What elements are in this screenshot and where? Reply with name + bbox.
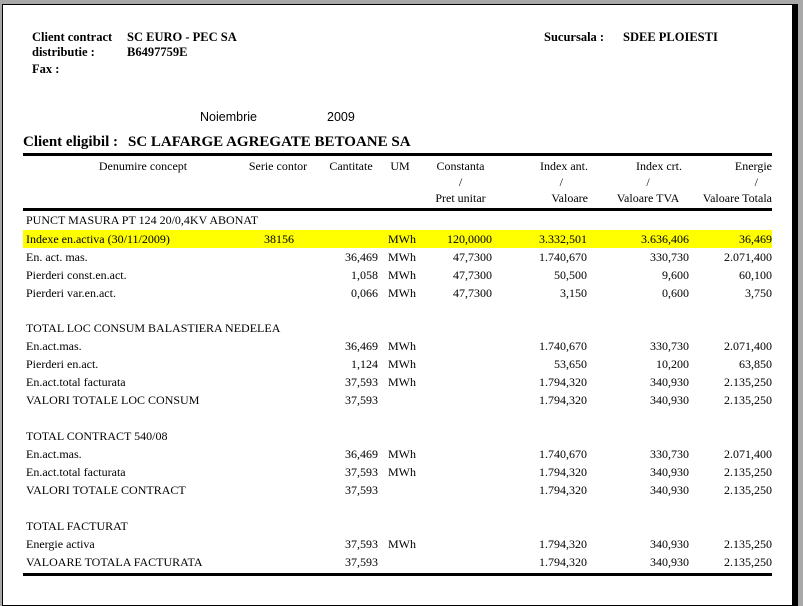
- sucursala-label: Sucursala :: [544, 30, 605, 44]
- cell-en: 2.135,250: [724, 483, 772, 497]
- cell-qty: 37,593: [345, 555, 378, 569]
- cell-en: 2.071,400: [724, 250, 772, 264]
- col-energie-line3: Valoare Totala: [702, 191, 772, 205]
- cell-const: 47,7300: [453, 268, 492, 282]
- cell-en: 3,750: [745, 286, 772, 300]
- col-index-ant-line2: /: [559, 175, 563, 189]
- table-row: [23, 391, 772, 409]
- table-row: [23, 373, 772, 391]
- cell-qty: 36,469: [345, 250, 378, 264]
- cell-en: 2.135,250: [724, 465, 772, 479]
- cell-name: En.act.total facturata: [26, 465, 126, 479]
- col-index-crt: [603, 158, 693, 206]
- table-row: [23, 463, 772, 481]
- cell-ant: 1.740,670: [539, 447, 587, 461]
- cell-name: VALORI TOTALE LOC CONSUM: [26, 393, 200, 407]
- cell-name: En.act.total facturata: [26, 375, 126, 389]
- cell-crt: 3.636,406: [641, 232, 689, 246]
- col-denumire: Denumire concept: [98, 159, 188, 173]
- cell-um: MWh: [388, 375, 416, 389]
- cell-um: MWh: [388, 447, 416, 461]
- cell-qty: 36,469: [345, 339, 378, 353]
- cell-ant: 1.740,670: [539, 339, 587, 353]
- cell-crt: 340,930: [650, 537, 689, 551]
- col-constanta-line1: Constanta: [436, 159, 485, 173]
- fax-label: Fax :: [32, 62, 60, 76]
- table-row: [23, 211, 772, 229]
- cell-en: 60,100: [739, 268, 772, 282]
- col-um: UM: [390, 159, 410, 173]
- table-row: [23, 553, 772, 571]
- col-index-crt-line1: Index crt.: [636, 159, 682, 173]
- cell-name: En.act.mas.: [26, 339, 82, 353]
- distributie-value: B6497759E: [127, 45, 188, 59]
- year: 2009: [327, 110, 355, 124]
- cell-name: PUNCT MASURA PT 124 20/0,4KV ABONAT: [26, 213, 259, 227]
- client-eligibil-label: Client eligibil :: [23, 134, 118, 150]
- col-constanta-line3: Pret unitar: [435, 191, 486, 205]
- cell-name: TOTAL CONTRACT 540/08: [26, 429, 168, 443]
- cell-um: MWh: [388, 286, 416, 300]
- cell-crt: 9,600: [662, 268, 689, 282]
- cell-name: VALOARE TOTALA FACTURATA: [26, 555, 203, 569]
- cell-name: En. act. mas.: [26, 250, 88, 264]
- table-row: [23, 319, 772, 337]
- report-page: [2, 4, 793, 606]
- footer-rule: [23, 573, 772, 576]
- table-row: [23, 355, 772, 373]
- cell-crt: 340,930: [650, 375, 689, 389]
- cell-crt: 340,930: [650, 483, 689, 497]
- cell-const: 120,0000: [447, 232, 492, 246]
- cell-en: 2.135,250: [724, 375, 772, 389]
- cell-name: VALORI TOTALE CONTRACT: [26, 483, 186, 497]
- client-contract-label: Client contract: [32, 30, 113, 44]
- cell-ant: 3.332,501: [539, 232, 587, 246]
- table-row: [23, 337, 772, 355]
- cell-ant: 50,500: [554, 268, 587, 282]
- cell-crt: 340,930: [650, 555, 689, 569]
- cell-qty: 36,469: [345, 447, 378, 461]
- month: Noiembrie: [200, 110, 257, 124]
- cell-ant: 53,650: [554, 357, 587, 371]
- col-energie-line1: Energie: [734, 159, 772, 173]
- table-row: [23, 481, 772, 499]
- cell-crt: 10,200: [656, 357, 689, 371]
- cell-um: MWh: [388, 232, 416, 246]
- cell-ant: 1.794,320: [539, 393, 587, 407]
- cell-name: Pierderi en.act.: [26, 357, 99, 371]
- table-row: [23, 517, 772, 535]
- cell-en: 36,469: [739, 232, 772, 246]
- cell-um: MWh: [388, 357, 416, 371]
- table-row: [23, 266, 772, 284]
- cell-name: Energie activa: [26, 537, 95, 551]
- cell-qty: 0,066: [351, 286, 378, 300]
- cell-name: En.act.mas.: [26, 447, 82, 461]
- cell-name: TOTAL LOC CONSUM BALASTIERA NEDELEA: [26, 321, 281, 335]
- cell-crt: 0,600: [662, 286, 689, 300]
- header-top-rule: [23, 153, 772, 156]
- cell-ant: 1.794,320: [539, 537, 587, 551]
- cell-qty: 1,124: [351, 357, 378, 371]
- cell-en: 2.071,400: [724, 339, 772, 353]
- client-contract-value: SC EURO - PEC SA: [127, 30, 237, 44]
- cell-name: TOTAL FACTURAT: [26, 519, 128, 533]
- cell-crt: 330,730: [650, 339, 689, 353]
- cell-crt: 330,730: [650, 447, 689, 461]
- col-serie: Serie contor: [248, 159, 308, 173]
- cell-qty: 37,593: [345, 393, 378, 407]
- table-row: [23, 427, 772, 445]
- cell-ant: 1.794,320: [539, 375, 587, 389]
- cell-qty: 1,058: [351, 268, 378, 282]
- col-constanta: [423, 158, 498, 206]
- col-energie-line2: /: [754, 175, 758, 189]
- cell-serie: 38156: [264, 232, 294, 246]
- cell-en: 2.135,250: [724, 393, 772, 407]
- cell-ant: 3,150: [560, 286, 587, 300]
- cell-ant: 1.740,670: [539, 250, 587, 264]
- cell-um: MWh: [388, 268, 416, 282]
- cell-const: 47,7300: [453, 286, 492, 300]
- cell-name: Pierderi var.en.act.: [26, 286, 116, 300]
- cell-en: 2.135,250: [724, 537, 772, 551]
- cell-en: 63,850: [739, 357, 772, 371]
- col-constanta-line2: /: [458, 175, 463, 189]
- cell-um: MWh: [388, 465, 416, 479]
- cell-en: 2.071,400: [724, 447, 772, 461]
- col-cantitate: Cantitate: [329, 159, 373, 173]
- table-row: [23, 248, 772, 266]
- distributie-label: distributie :: [32, 45, 95, 59]
- cell-um: MWh: [388, 537, 416, 551]
- cell-ant: 1.794,320: [539, 465, 587, 479]
- sucursala-value: SDEE PLOIESTI: [623, 30, 718, 44]
- cell-crt: 340,930: [650, 393, 689, 407]
- client-eligibil-value: SC LAFARGE AGREGATE BETOANE SA: [128, 134, 411, 150]
- cell-qty: 37,593: [345, 375, 378, 389]
- cell-en: 2.135,250: [724, 555, 772, 569]
- cell-qty: 37,593: [345, 483, 378, 497]
- cell-um: MWh: [388, 339, 416, 353]
- cell-qty: 37,593: [345, 537, 378, 551]
- col-index-ant-line1: Index ant.: [540, 159, 588, 173]
- col-index-crt-line3: Valoare TVA: [616, 191, 680, 205]
- col-index-crt-line2: /: [646, 175, 650, 189]
- col-index-ant-line3: Valoare: [551, 191, 588, 205]
- cell-ant: 1.794,320: [539, 555, 587, 569]
- cell-um: MWh: [388, 250, 416, 264]
- cell-ant: 1.794,320: [539, 483, 587, 497]
- cell-crt: 340,930: [650, 465, 689, 479]
- cell-name: Indexe en.activa (30/11/2009): [26, 232, 170, 246]
- table-row: [23, 535, 772, 553]
- cell-name: Pierderi const.en.act.: [26, 268, 127, 282]
- table-row: [23, 445, 772, 463]
- table-row-highlighted: [23, 230, 772, 248]
- col-energie: [690, 158, 772, 206]
- table-row: [23, 284, 772, 302]
- cell-const: 47,7300: [453, 250, 492, 264]
- cell-qty: 37,593: [345, 465, 378, 479]
- col-index-ant: [528, 158, 588, 206]
- cell-crt: 330,730: [650, 250, 689, 264]
